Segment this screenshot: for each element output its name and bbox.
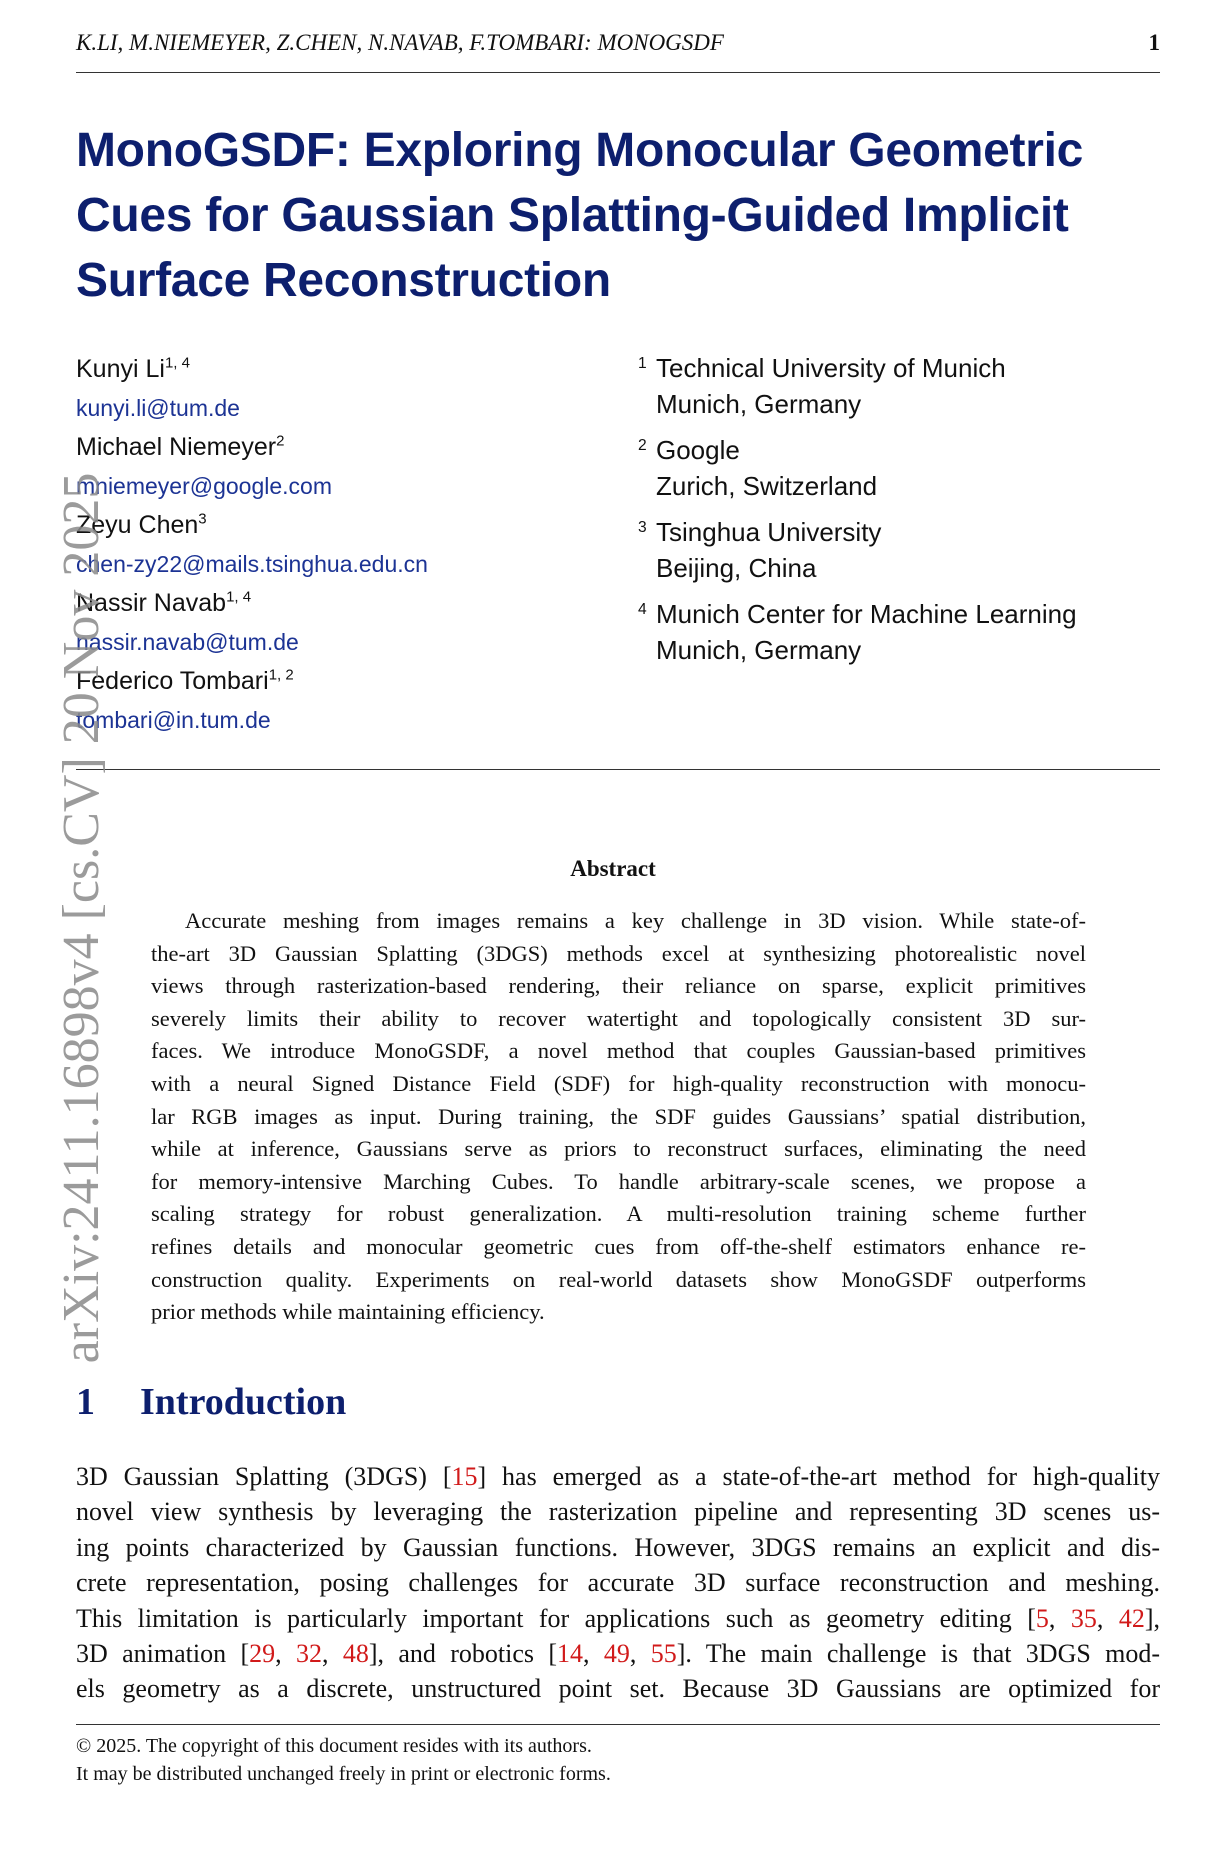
text-run: , <box>582 1639 604 1669</box>
author-name-text: Kunyi Li <box>76 355 165 383</box>
author-email-link[interactable]: tombari@in.tum.de <box>76 707 271 733</box>
citation-link[interactable]: 32 <box>295 1639 322 1669</box>
copyright-footnote <box>76 1732 611 1788</box>
text-run: , <box>629 1639 651 1669</box>
author-email-link[interactable]: mniemeyer@google.com <box>76 473 333 499</box>
affiliation-name: Google <box>656 435 740 465</box>
author-list <box>76 350 428 740</box>
text-run: ], and robotics [ <box>368 1639 557 1669</box>
abstract-line: lar RGB images as input. During training, the SDF guides Gaussians’ spatial distribution, <box>151 1103 1086 1129</box>
citation-link[interactable]: 55 <box>650 1639 677 1669</box>
author-name-text: Federico Tombari <box>76 667 269 695</box>
affiliation-list <box>638 350 1077 678</box>
running-head-authors: K.LI, M.NIEMEYER, Z.CHEN, N.NAVAB, F.TOMBARI: MONOGSDF <box>76 30 724 55</box>
author-affiliation-marks: 1, 2 <box>268 666 294 684</box>
title-block-rule <box>76 769 1160 770</box>
author-email-link[interactable]: nassir.navab@tum.de <box>76 629 299 655</box>
text-run: ], <box>1144 1603 1161 1633</box>
section-heading-introduction <box>76 1380 346 1424</box>
affiliation-place: Munich, Germany <box>656 635 862 665</box>
paragraph-line <box>76 1601 1160 1636</box>
author-name-text: Nassir Navab <box>76 589 227 617</box>
author-affiliation-marks: 1, 4 <box>164 354 190 372</box>
author-email-link[interactable]: kunyi.li@tum.de <box>76 395 240 421</box>
author-email-link[interactable]: chen-zy22@mails.tsinghua.edu.cn <box>76 551 428 577</box>
citation-link[interactable]: 48 <box>342 1639 369 1669</box>
author-name-text: Michael Niemeyer <box>76 433 277 461</box>
running-head <box>76 30 1160 56</box>
affiliation-name: Munich Center for Machine Learning <box>656 599 1077 629</box>
text-run: crete representation, posing challenges for accurate 3D surface reconstruction and meshing. <box>76 1568 1160 1598</box>
arxiv-watermark: arXiv:2411.16898v4 [cs.CV] 20 Nov 2025 <box>53 472 110 1364</box>
author-name <box>76 584 428 622</box>
abstract-line: with a neural Signed Distance Field (SDF) for high-quality reconstruction with monocu- <box>151 1070 1086 1096</box>
footnote-line: © 2025. The copyright of this document resides with its authors. <box>76 1735 592 1757</box>
affiliation: 4 Munich Center for Machine Learning Munich, Germany <box>638 596 1077 668</box>
author-name-text: Zeyu Chen <box>76 511 199 539</box>
abstract-line: severely limits their ability to recover watertight and topologically consistent 3D sur- <box>151 1005 1086 1031</box>
author-affiliation-marks: 3 <box>198 510 207 528</box>
citation-link[interactable]: 35 <box>1070 1603 1097 1633</box>
citation-link[interactable]: 14 <box>556 1639 583 1669</box>
title-line: Surface Reconstruction <box>76 254 611 307</box>
text-run: ]. The main challenge is that 3DGS mod- <box>676 1639 1161 1669</box>
abstract-heading: Abstract <box>570 856 656 881</box>
affiliation: 2 Google Zurich, Switzerland <box>638 432 1077 504</box>
abstract-line: the-art 3D Gaussian Splatting (3DGS) methods excel at synthesizing photorealistic novel <box>151 940 1086 966</box>
citation-link[interactable]: 29 <box>249 1639 276 1669</box>
page-number: 1 <box>1148 30 1160 55</box>
paragraph-line <box>76 1565 1160 1600</box>
abstract-line: scaling strategy for robust generalization. A multi-resolution training scheme further <box>151 1201 1086 1227</box>
author-name <box>76 350 428 388</box>
author-affiliation-marks: 1, 4 <box>226 588 252 606</box>
abstract-line: construction quality. Experiments on real-world datasets show MonoGSDF outperforms <box>151 1266 1086 1292</box>
author-name <box>76 662 428 700</box>
text-run: novel view synthesis by leveraging the rasterization pipeline and representing 3D scenes us- <box>76 1497 1160 1527</box>
paragraph-line <box>76 1459 1160 1494</box>
abstract-line: while at inference, Gaussians serve as priors to reconstruct surfaces, eliminating the need <box>151 1136 1086 1162</box>
affiliation: 1 Technical University of Munich Munich, Germany <box>638 350 1077 422</box>
text-run: This limitation is particularly important for applications such as geometry editing [ <box>76 1603 1036 1633</box>
paragraph-line <box>76 1671 1160 1706</box>
footnote-rule <box>76 1724 1160 1725</box>
introduction-body <box>76 1459 1160 1707</box>
abstract-line: refines details and monocular geometric cues from off-the-shelf estimators enhance re- <box>151 1233 1086 1259</box>
title-line: Cues for Gaussian Splatting-Guided Implicit <box>76 189 1069 242</box>
abstract-line: Accurate meshing from images remains a key challenge in 3D vision. While state-of- <box>185 908 1086 933</box>
abstract-line: for memory-intensive Marching Cubes. To handle arbitrary-scale scenes, we propose a <box>151 1168 1086 1194</box>
author-name <box>76 428 428 466</box>
abstract-body <box>151 905 1086 1329</box>
abstract-line: views through rasterization-based rendering, their reliance on sparse, explicit primitives <box>151 973 1086 999</box>
affiliation: 3 Tsinghua University Beijing, China <box>638 514 1077 586</box>
text-run: els geometry as a discrete, unstructured point set. Because 3D Gaussians are optimized for <box>76 1674 1160 1704</box>
affiliation-place: Zurich, Switzerland <box>656 471 878 501</box>
text-run: , <box>1048 1603 1071 1633</box>
paper-title <box>76 118 1176 313</box>
section-number: 1 <box>76 1381 95 1423</box>
paragraph-line <box>76 1530 1160 1565</box>
affiliation-name: Tsinghua University <box>656 517 882 547</box>
abstract-line: prior methods while maintaining efficiency. <box>151 1299 545 1325</box>
paragraph-line <box>76 1494 1160 1529</box>
author-affiliation-marks: 2 <box>276 432 285 450</box>
citation-link[interactable]: 15 <box>451 1462 478 1491</box>
text-run: , <box>321 1639 343 1669</box>
section-title: Introduction <box>140 1381 347 1423</box>
text-run: ing points characterized by Gaussian functions. However, 3DGS remains an explicit and dis- <box>76 1532 1160 1562</box>
text-run: ] has emerged as a state-of-the-art method for high-quality <box>477 1462 1160 1491</box>
abstract-line: faces. We introduce MonoGSDF, a novel method that couples Gaussian-based primitives <box>151 1038 1086 1064</box>
citation-link[interactable]: 5 <box>1035 1603 1049 1633</box>
author-name <box>76 506 428 544</box>
paragraph-line <box>76 1636 1160 1671</box>
citation-link[interactable]: 42 <box>1118 1603 1145 1633</box>
affiliation-place: Munich, Germany <box>656 389 862 419</box>
citation-link[interactable]: 49 <box>603 1639 630 1669</box>
text-run: , <box>275 1639 296 1669</box>
affiliation-name: Technical University of Munich <box>656 353 1006 383</box>
footnote-line: It may be distributed unchanged freely in print or electronic forms. <box>76 1763 611 1785</box>
text-run: , <box>1096 1603 1119 1633</box>
header-rule <box>76 72 1160 73</box>
text-run: 3D animation [ <box>76 1639 250 1669</box>
affiliation-place: Beijing, China <box>656 553 817 583</box>
title-line: MonoGSDF: Exploring Monocular Geometric <box>76 124 1084 177</box>
text-run: 3D Gaussian Splatting (3DGS) [ <box>76 1462 452 1491</box>
